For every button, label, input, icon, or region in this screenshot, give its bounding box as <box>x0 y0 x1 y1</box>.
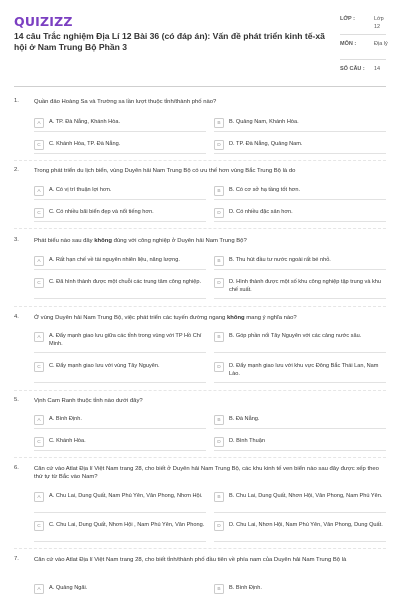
option-letter: B <box>214 332 224 342</box>
question-number: 5. <box>14 397 19 403</box>
question-text: Trong phát triển du lịch biển, vùng Duyên hải Nam Trung Bộ có ưu thế hơn vùng Bắc Trung Bộ là do <box>34 168 296 174</box>
question-divider <box>14 306 386 307</box>
meta-lop-label: LỚP : <box>340 16 355 22</box>
question-text-post: mang ý nghĩa nào? <box>244 315 297 321</box>
question-number: 6. <box>14 465 19 471</box>
meta-lop-value: Lớp 12 <box>374 16 384 30</box>
option-letter: A <box>34 415 44 425</box>
option-text: D. Có nhiều đặc sản hơn. <box>229 209 293 215</box>
header-divider <box>14 86 386 87</box>
option-underline <box>214 541 386 542</box>
quizizz-logo: QUIZIZZ <box>14 14 73 29</box>
option-text: A. Đẩy mạnh giao lưu giữa các tỉnh trong vùng với TP Hồ Chí Minh. <box>49 333 202 347</box>
meta-socau-label: SỐ CÂU : <box>340 66 365 72</box>
option-letter: B <box>214 256 224 266</box>
option-underline <box>214 428 386 429</box>
option-text: A. Chu Lai, Dung Quất, Nam Phú Yên, Vân Phong, Nhơn Hội. <box>49 493 203 499</box>
question-number: 4. <box>14 314 19 320</box>
option-text: B. Quảng Nam, Khánh Hòa. <box>229 119 299 125</box>
question-text: Căn cứ vào Atlat Địa lí Việt Nam trang 28, cho biết ở Duyên hải Nam Trung Bộ, các khu kinh tế ven biển nào sau đây được xếp theo thứ tự từ Bắc vào Nam? <box>34 466 379 481</box>
option-text: A. Quảng Ngãi. <box>49 585 88 591</box>
option-underline <box>34 199 206 200</box>
option-text: D. TP. Đà Nẵng, Quảng Nam. <box>229 141 303 147</box>
option-letter: D <box>214 521 224 531</box>
option-letter: D <box>214 278 224 288</box>
option-letter: C <box>34 362 44 372</box>
question-number: 2. <box>14 167 19 173</box>
option-letter: A <box>34 332 44 342</box>
option-letter: D <box>214 140 224 150</box>
option-letter: B <box>214 584 224 594</box>
question-text-emphasis: không <box>226 315 245 321</box>
option-text: C. Chu Lai, Dung Quất, Nhơn Hội , Nam Phú Yên, Vân Phong. <box>49 522 205 528</box>
option-underline <box>34 352 206 353</box>
option-text: D. Đẩy mạnh giao lưu với khu vực Đông Bắc Thái Lan, Nam Lào. <box>229 363 379 377</box>
option-underline <box>214 352 386 353</box>
option-letter: A <box>34 584 44 594</box>
option-letter: A <box>34 186 44 196</box>
option-letter: A <box>34 492 44 502</box>
option-letter: B <box>214 118 224 128</box>
option-underline <box>214 269 386 270</box>
question-divider <box>14 390 386 391</box>
option-text: A. Có vị trí thuận lợi hơn. <box>49 187 112 193</box>
option-underline <box>214 199 386 200</box>
option-underline <box>34 382 206 383</box>
question-number: 1. <box>14 98 19 104</box>
option-text: B. Góp phần nối Tây Nguyên với các cảng nước sâu. <box>229 333 362 339</box>
option-text: A. Rất hạn chế về tài nguyên nhiên liệu, năng lượng. <box>49 257 180 263</box>
option-text: D. Chu Lai, Nhơn Hội, Nam Phú Yên, Vân Phong, Dung Quất. <box>229 522 383 528</box>
option-underline <box>214 382 386 383</box>
option-underline <box>214 153 386 154</box>
meta-socau-value: 14 <box>374 66 381 72</box>
option-text: D. Hình thành được một số khu công nghiệp tập trung và khu chế xuất. <box>229 279 382 293</box>
option-text: B. Có cơ sở hạ tầng tốt hơn. <box>229 187 301 193</box>
option-letter: A <box>34 118 44 128</box>
option-letter: C <box>34 437 44 447</box>
option-letter: B <box>214 415 224 425</box>
worksheet-title: 14 câu Trắc nghiệm Địa Lí 12 Bài 36 (có đáp án): Vấn đề phát triển kinh tế-xã hội ở Nam Trung Bộ Phần 3 <box>14 31 325 53</box>
option-letter: C <box>34 521 44 531</box>
question-divider <box>14 548 386 549</box>
meta-mon-value: Địa lý <box>374 41 388 47</box>
question-text-emphasis: không <box>94 238 112 244</box>
option-letter: B <box>214 186 224 196</box>
option-underline <box>34 269 206 270</box>
question-text-pre: Phát biểu nào sau đây <box>34 238 95 244</box>
meta-divider <box>340 34 386 35</box>
option-underline <box>214 131 386 132</box>
option-letter: B <box>214 492 224 502</box>
option-text: B. Chu Lai, Dung Quất, Nhơn Hội, Vân Phong, Nam Phú Yên. <box>229 493 383 499</box>
question-text <box>34 237 384 245</box>
option-text: B. Đà Nẵng. <box>229 416 260 422</box>
option-text: C. Đã hình thành được một chuỗi các trung tâm công nghiệp. <box>49 279 202 285</box>
option-underline <box>214 512 386 513</box>
meta-divider <box>340 59 386 60</box>
option-underline <box>34 131 206 132</box>
option-underline <box>34 512 206 513</box>
option-underline <box>34 541 206 542</box>
question-text-pre: Ở vùng Duyên hải Nam Trung Bộ, việc phát triển các tuyến đường ngang <box>34 315 227 321</box>
option-letter: C <box>34 208 44 218</box>
question-number: 7. <box>14 556 19 562</box>
option-underline <box>34 153 206 154</box>
question-text-post: đúng với công nghiệp ở Duyên hải Nam Trung Bộ? <box>111 238 247 244</box>
option-letter: C <box>34 278 44 288</box>
option-text: C. Khánh Hòa. <box>49 438 86 444</box>
question-divider <box>14 228 386 229</box>
option-letter: D <box>214 208 224 218</box>
option-underline <box>34 450 206 451</box>
option-text: C. Có nhiều bãi biển đẹp và nổi tiếng hơn. <box>49 209 154 215</box>
question-text <box>34 314 384 322</box>
question-text: Căn cứ vào Atlat Địa lí Việt Nam trang 28, cho biết tỉnh/thành phố đầu tiên về phía nam của Duyên hải Nam Trung Bộ là <box>34 557 347 563</box>
question-divider <box>14 160 386 161</box>
question-text: Vịnh Cam Ranh thuộc tỉnh nào dưới đây? <box>34 398 143 404</box>
option-underline <box>214 298 386 299</box>
option-text: B. Bình Định. <box>229 585 262 591</box>
option-underline <box>34 298 206 299</box>
question-text: Quần đảo Hoàng Sa và Trường sa lần lượt thuộc tỉnh/thành phố nào? <box>34 99 217 105</box>
option-text: C. Đẩy mạnh giao lưu với vùng Tây Nguyên. <box>49 363 160 369</box>
option-text: A. TP. Đà Nẵng, Khánh Hòa. <box>49 119 121 125</box>
option-text: A. Bình Định. <box>49 416 82 422</box>
worksheet-header <box>14 12 386 82</box>
question-divider <box>14 457 386 458</box>
option-underline <box>214 450 386 451</box>
option-underline <box>214 221 386 222</box>
question-number: 3. <box>14 237 19 243</box>
option-letter: A <box>34 256 44 266</box>
meta-mon-label: MÔN : <box>340 41 357 47</box>
option-underline <box>34 221 206 222</box>
option-text: B. Thu hút đầu tư nước ngoài rất bé nhỏ. <box>229 257 331 263</box>
option-letter: C <box>34 140 44 150</box>
option-letter: D <box>214 362 224 372</box>
option-text: D. Bình Thuận <box>229 438 265 444</box>
option-letter: D <box>214 437 224 447</box>
option-text: C. Khánh Hòa, TP. Đà Nẵng. <box>49 141 121 147</box>
option-underline <box>34 428 206 429</box>
